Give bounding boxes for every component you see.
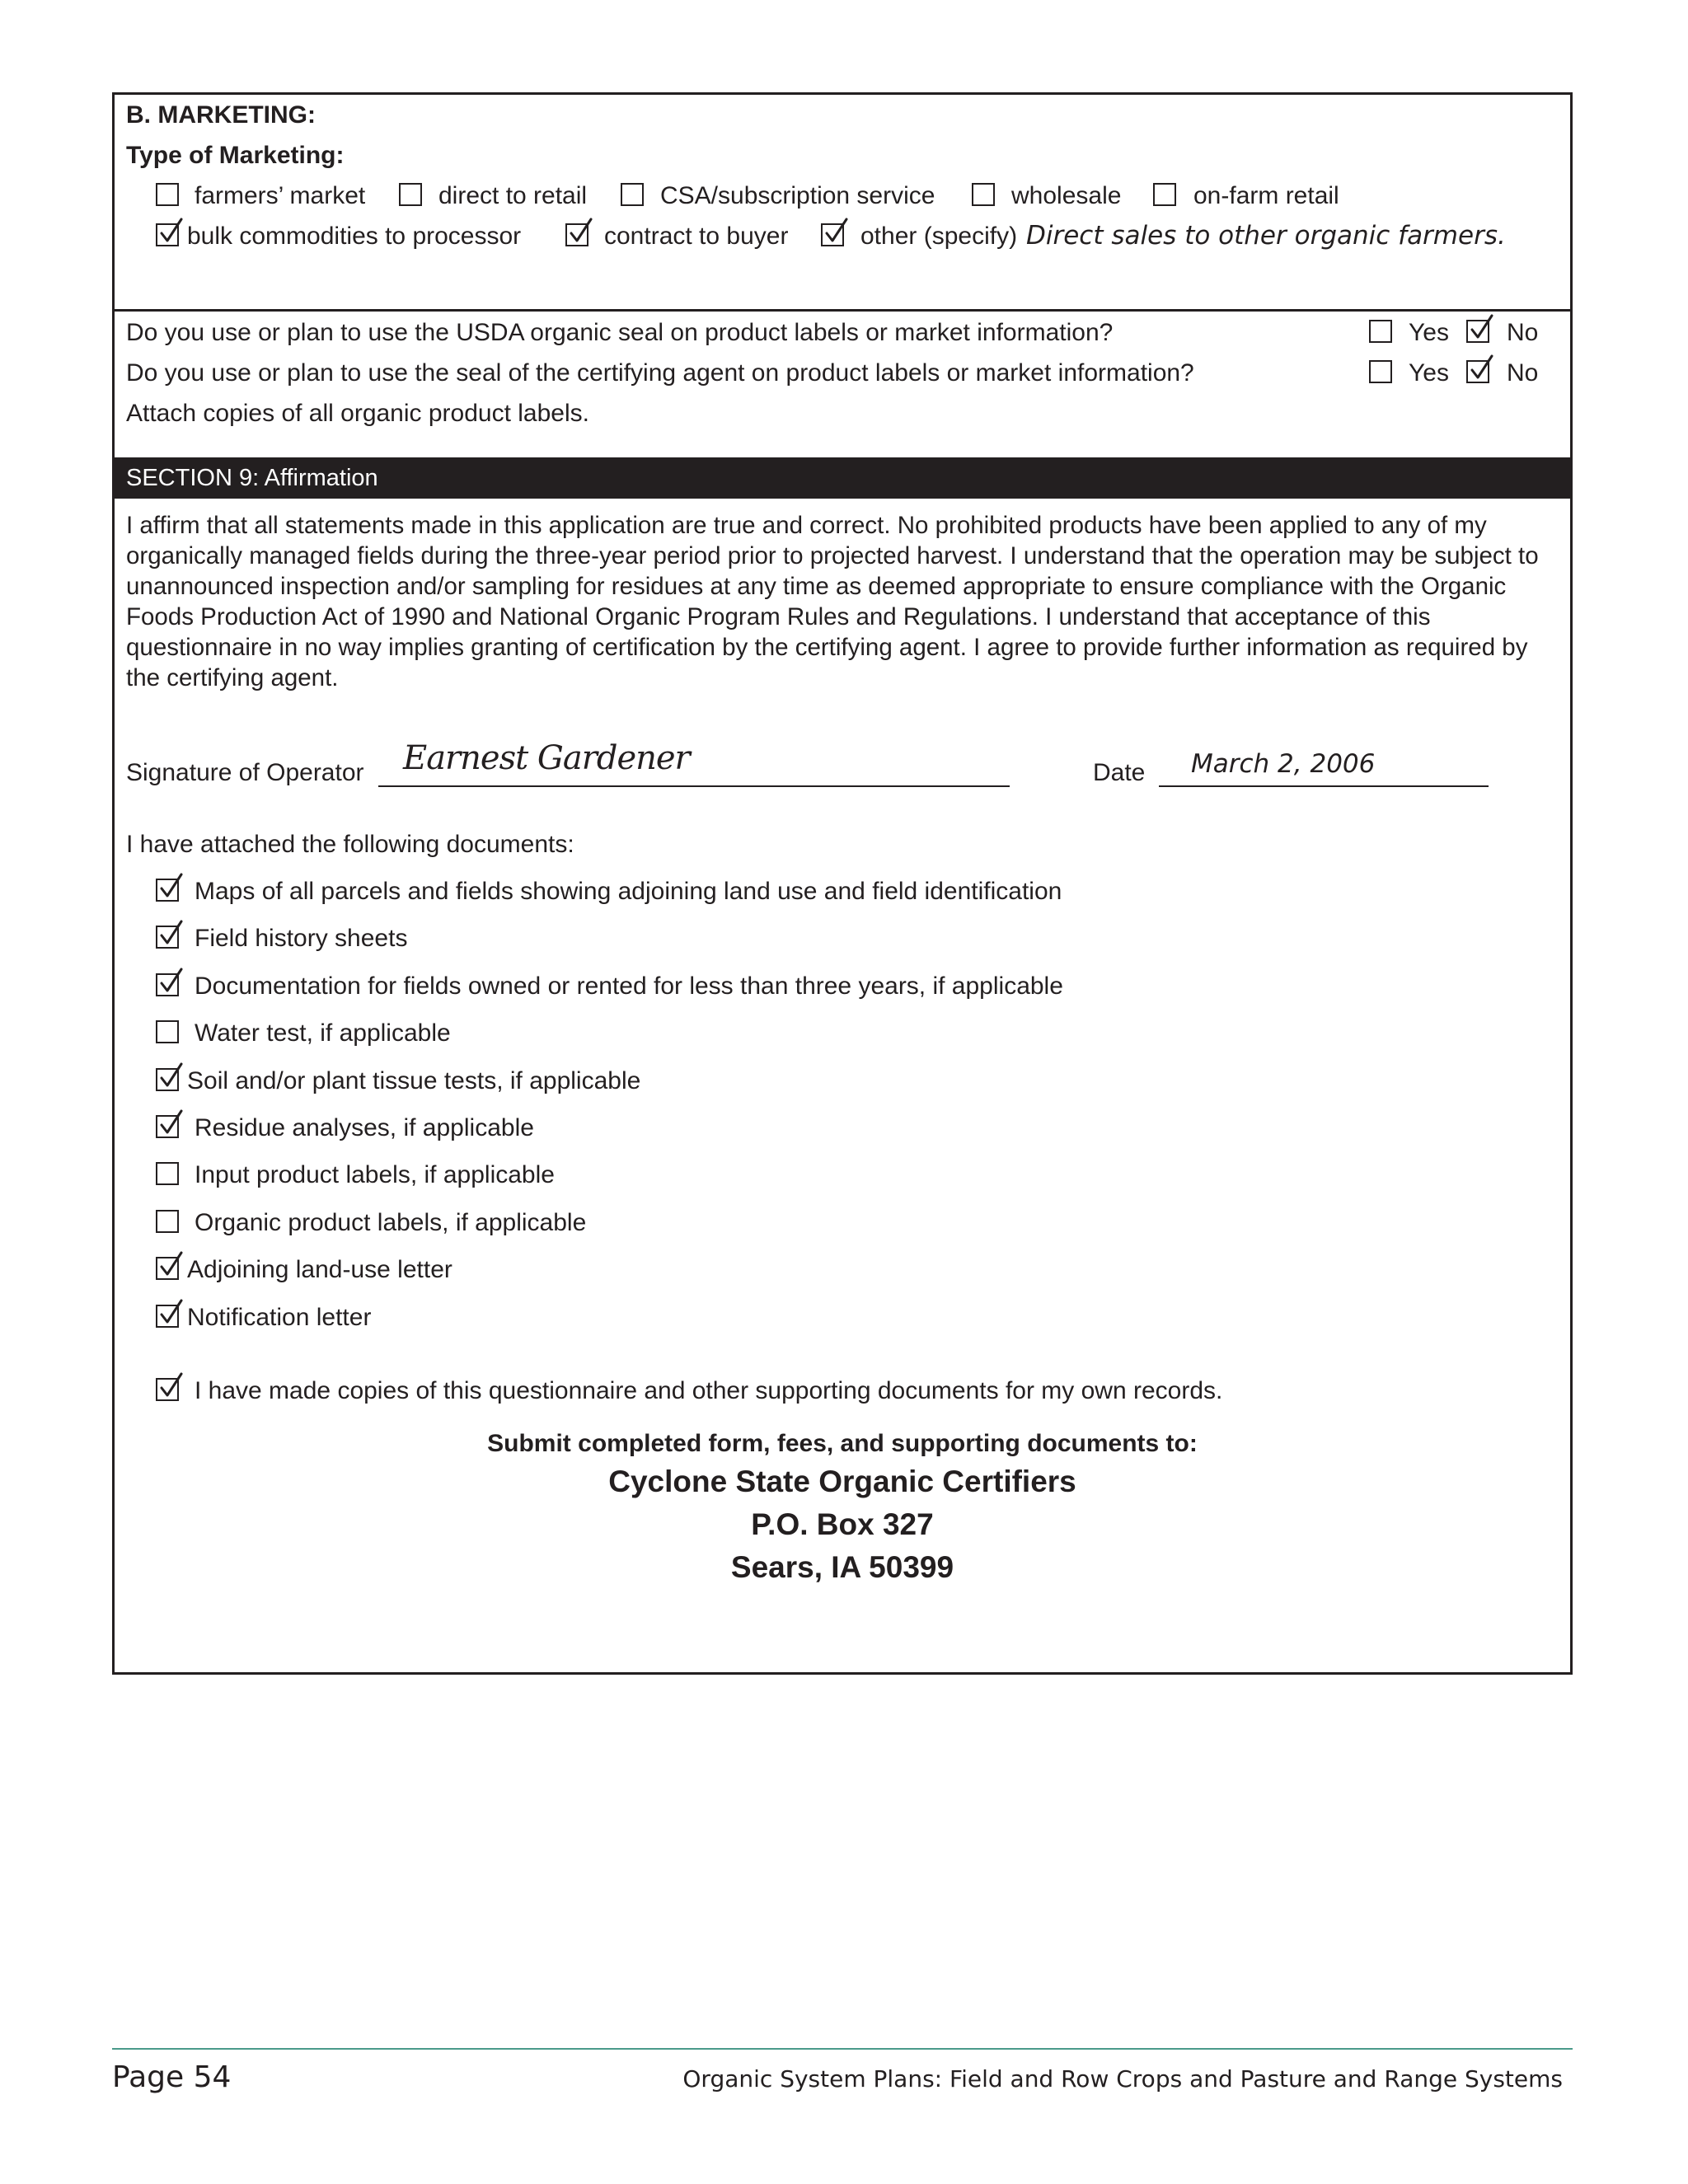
checkbox-usda-seal-yes[interactable] xyxy=(1369,320,1392,343)
checkbox-certifier-seal-no[interactable] xyxy=(1466,360,1489,383)
checkbox-csa-subscription[interactable] xyxy=(621,183,644,206)
checkbox-on-farm-retail[interactable] xyxy=(1153,183,1176,206)
checkbox-usda-seal-no[interactable] xyxy=(1466,320,1489,343)
label-wholesale: wholesale xyxy=(1011,182,1122,209)
certifier-po-box: P.O. Box 327 xyxy=(751,1507,934,1541)
label-farmers-market: farmers’ market xyxy=(195,182,366,209)
checkmark-icon xyxy=(569,218,593,245)
checkbox-document[interactable] xyxy=(156,1305,179,1328)
page-number: Page 54 xyxy=(112,2060,232,2094)
label-no: No xyxy=(1507,319,1539,346)
checkbox-other-specify[interactable] xyxy=(821,223,844,246)
application-form xyxy=(112,92,1573,1675)
label-on-farm-retail: on-farm retail xyxy=(1193,182,1339,209)
checkbox-wholesale[interactable] xyxy=(972,183,995,206)
copies-statement: I have made copies of this questionnaire and other supporting documents for my own records. xyxy=(195,1377,1223,1404)
footer-rule xyxy=(112,2048,1573,2050)
checkmark-icon xyxy=(159,1110,184,1137)
submit-heading: Submit completed form, fees, and supporting documents to: xyxy=(487,1430,1198,1457)
document-label: Notification letter xyxy=(187,1303,372,1331)
checkmark-icon xyxy=(159,968,184,995)
document-label: Maps of all parcels and fields showing adjoining land use and field identification xyxy=(195,878,1062,905)
document-label: Field history sheets xyxy=(195,925,408,953)
checkbox-certifier-seal-yes[interactable] xyxy=(1369,360,1392,383)
checkbox-document[interactable] xyxy=(156,926,179,949)
document-label: Water test, if applicable xyxy=(195,1019,451,1047)
question-usda-seal: Do you use or plan to use the USDA organic seal on product labels or market information? xyxy=(126,319,1114,346)
date-value[interactable]: March 2, 2006 xyxy=(1191,749,1376,779)
section-9-header: SECTION 9: Affirmation xyxy=(115,457,1570,499)
checkbox-farmers-market[interactable] xyxy=(156,183,179,206)
publication-title: Organic System Plans: Field and Row Crops and Pasture and Range Systems xyxy=(682,2065,1563,2093)
checkmark-icon xyxy=(159,921,184,947)
seal-questions-section xyxy=(115,309,1570,457)
checkbox-document[interactable] xyxy=(156,1210,179,1233)
checkbox-document[interactable] xyxy=(156,1115,179,1138)
checkbox-bulk-commodities[interactable] xyxy=(156,223,179,246)
label-yes: Yes xyxy=(1409,319,1449,346)
marketing-heading: B. MARKETING: xyxy=(126,101,316,129)
certifier-name: Cyclone State Organic Certifiers xyxy=(608,1465,1076,1498)
signature-label: Signature of Operator xyxy=(126,759,364,786)
checkbox-document[interactable] xyxy=(156,1162,179,1185)
checkbox-contract-to-buyer[interactable] xyxy=(565,223,588,246)
label-bulk-commodities: bulk commodities to processor xyxy=(187,223,522,250)
checkbox-document[interactable] xyxy=(156,1257,179,1280)
label-no: No xyxy=(1507,359,1539,387)
date-label: Date xyxy=(1093,759,1146,786)
other-specify-value[interactable]: Direct sales to other organic farmers. xyxy=(1026,221,1506,251)
attach-labels-note: Attach copies of all organic product labels. xyxy=(126,400,589,427)
document-label: Documentation for fields owned or rented for less than three years, if applicable xyxy=(195,972,1063,1000)
checkbox-document[interactable] xyxy=(156,879,179,902)
checkmark-icon xyxy=(159,1373,184,1399)
document-label: Adjoining land-use letter xyxy=(187,1256,452,1284)
checkmark-icon xyxy=(159,1300,184,1326)
checkbox-document[interactable] xyxy=(156,973,179,996)
checkmark-icon xyxy=(159,874,184,900)
signature-line xyxy=(378,785,1010,787)
checkmark-icon xyxy=(824,218,849,245)
checkmark-icon xyxy=(159,1063,184,1090)
affirmation-section xyxy=(115,499,1570,1672)
certifier-city-state-zip: Sears, IA 50399 xyxy=(730,1550,954,1584)
checkbox-document[interactable] xyxy=(156,1020,179,1043)
label-other-specify: other (specify) xyxy=(860,223,1018,250)
document-label: Organic product labels, if applicable xyxy=(195,1208,587,1236)
question-certifier-seal: Do you use or plan to use the seal of the certifying agent on product labels or market information? xyxy=(126,359,1194,387)
label-csa-subscription: CSA/subscription service xyxy=(660,182,935,209)
label-contract-to-buyer: contract to buyer xyxy=(604,223,789,250)
document-label: Input product labels, if applicable xyxy=(195,1161,555,1189)
affirmation-text: I affirm that all statements made in this application are true and correct. No prohibited products have been applied to any of my organically managed fields during the three-year period prior to projected harvest. I understand that the operation may be subject to unannounced inspection and/or sampling for residues at any time as deemed appropriate to ensure compliance with the Organic Foods Production Act of 1990 and National Organic Program Rules and Regulations. I understand that acceptance of this questionnaire in no way implies granting of certification by the certifying agent. I agree to provide further information as required by the certifying agent. xyxy=(126,512,1539,691)
date-line xyxy=(1159,785,1489,787)
type-of-marketing-label: Type of Marketing: xyxy=(126,142,345,169)
checkmark-icon xyxy=(1470,315,1494,341)
signature-value[interactable]: Earnest Gardener xyxy=(403,739,690,777)
checkmark-icon xyxy=(159,1252,184,1278)
attached-documents-intro: I have attached the following documents: xyxy=(126,831,574,858)
label-direct-to-retail: direct to retail xyxy=(438,182,588,209)
checkmark-icon xyxy=(159,218,184,245)
document-label: Residue analyses, if applicable xyxy=(195,1114,534,1141)
marketing-section xyxy=(115,95,1570,312)
checkmark-icon xyxy=(1470,355,1494,382)
document-label: Soil and/or plant tissue tests, if applicable xyxy=(187,1066,641,1094)
label-yes: Yes xyxy=(1409,359,1449,387)
checkbox-document[interactable] xyxy=(156,1068,179,1091)
checkbox-copies-made[interactable] xyxy=(156,1378,179,1401)
checkbox-direct-to-retail[interactable] xyxy=(399,183,422,206)
